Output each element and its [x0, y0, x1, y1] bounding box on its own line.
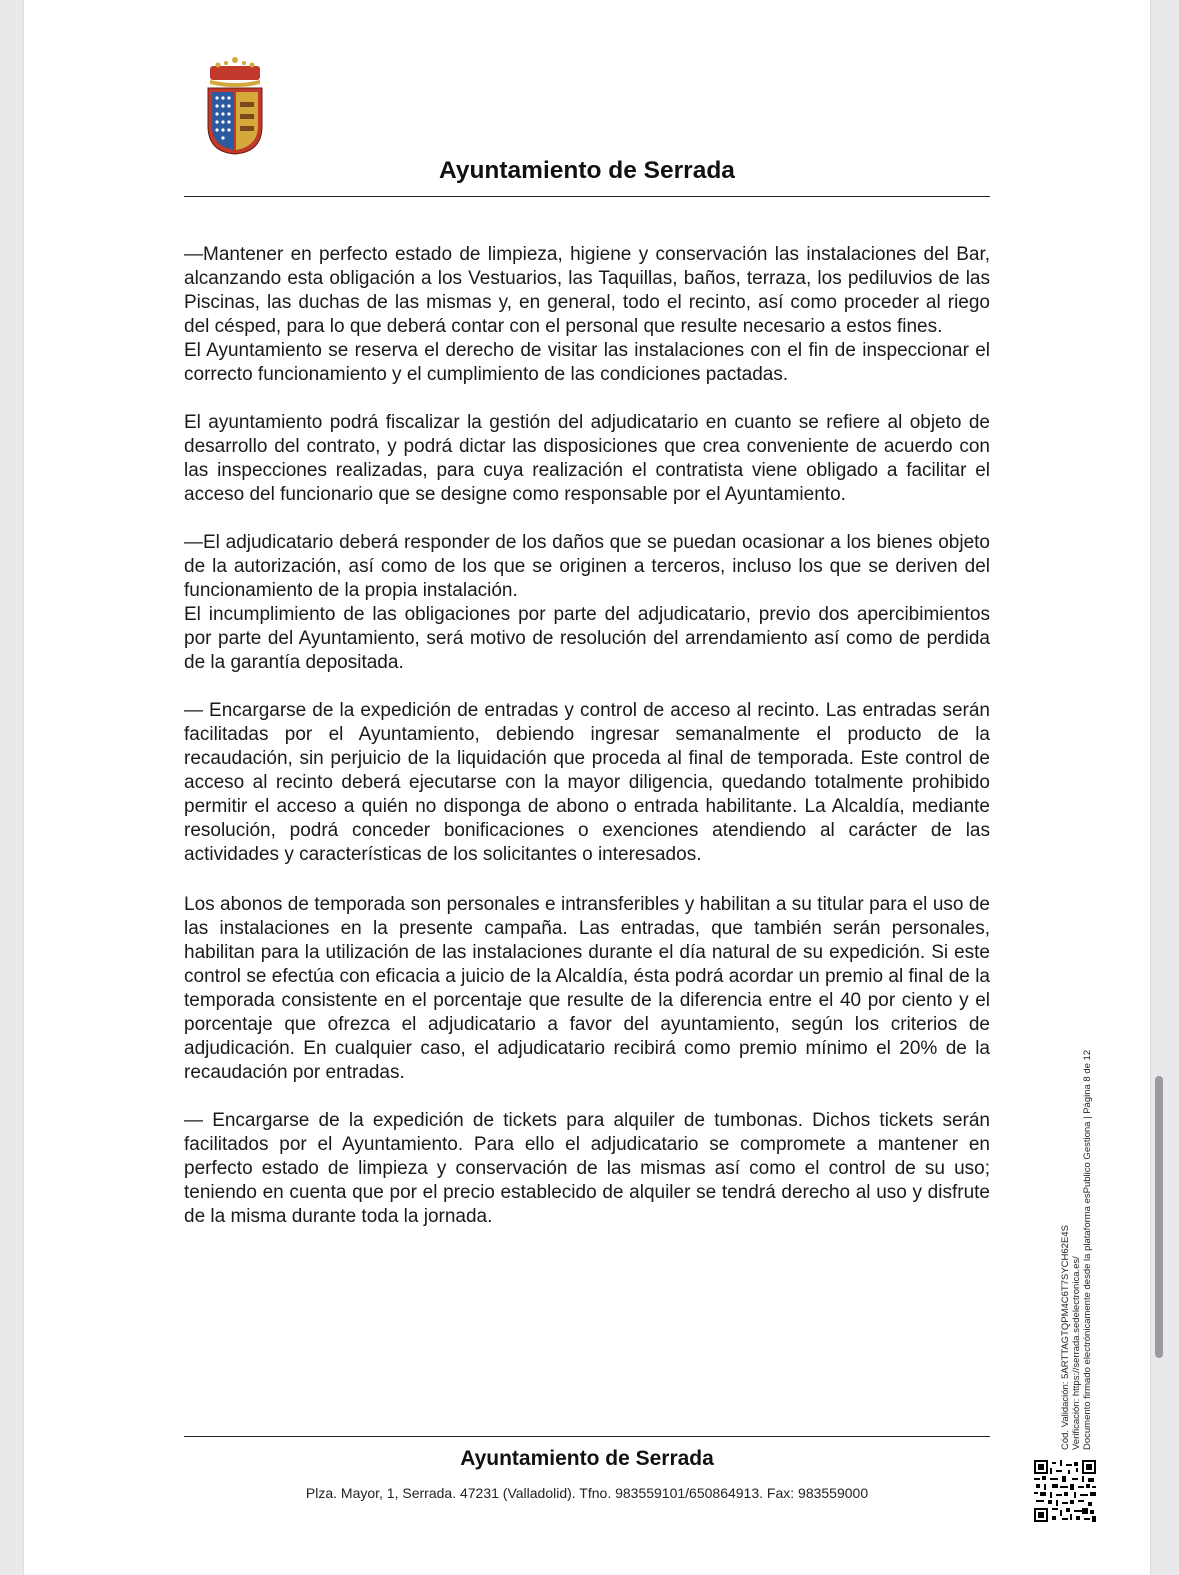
validation-side-text [1060, 970, 1093, 1450]
paragraph: El Ayuntamiento se reserva el derecho de visitar las instalaciones con el fin de inspeccionar el correcto funcionamiento y el cumplimiento de las condiciones pactadas. [184, 340, 990, 385]
footer-title: Ayuntamiento de Serrada [460, 1447, 714, 1470]
validation-code: Cód. Validación: 5ARTTAGTQPM4C6T7SYCH62E4S [1060, 1225, 1071, 1450]
paragraph: El incumplimiento de las obligaciones por parte del adjudicatario, previo dos apercibimientos por parte del Ayuntamiento, será motivo de resolución del arrendamiento así como de perdida de la garantía depositada. [184, 604, 990, 673]
footer-address: Plza. Mayor, 1, Serrada. 47231 (Valladolid). Tfno. 983559101/650864913. Fax: 983559000 [305, 1485, 869, 1501]
paragraph: Los abonos de temporada son personales e intransferibles y habilitan a su titular para el uso de las instalaciones en la presente campaña. Las entradas, que también serán personales, habilitan para la utilización de las instalaciones durante el día natural de su expedición. Si este control se efectúa con eficacia a juicio de la Alcaldía, ésta podrá acordar un premio al final de la temporada consistente en el porcentaje que resulte de la diferencia entre el 40 por ciento y el porcentaje que ofrezca el adjudicatario a favor del ayuntamiento, según los criterios de adjudicación. En cualquier caso, el adjudicatario recibirá como premio mínimo el 20% de la recaudación por entradas. [184, 894, 990, 1083]
header-title: Ayuntamiento de Serrada [439, 157, 735, 184]
verification-url: Verificación: https://serrada.sedelectronica.es/ [1071, 1256, 1082, 1450]
scrollbar-thumb[interactable] [1155, 1076, 1163, 1358]
qr-code-icon [1034, 1460, 1096, 1522]
signature-note: Documento firmado electrónicamente desde la plataforma esPublico Gestiona | Página 8 de 12 [1082, 1049, 1093, 1450]
coat-of-arms-logo [204, 56, 266, 156]
paragraph: —El adjudicatario deberá responder de los daños que se puedan ocasionar a los bienes objeto de la autorización, así como de los que se originen a terceros, incluso los que se deriven del funcionamiento de la propia instalación. [184, 532, 990, 601]
footer-divider [184, 1436, 990, 1437]
paragraph: — Encargarse de la expedición de entradas y control de acceso al recinto. Las entradas serán facilitadas por el Ayuntamiento, debiendo ingresar semanalmente el producto de la recaudación, sin perjuicio de la liquidación que proceda al final de temporada. Este control de acceso al recinto deberá ejecutarse con la mayor diligencia, quedando totalmente prohibido permitir el acceso a quién no disponga de abono o entrada habilitante. La Alcaldía, mediante resolución, podrá conceder bonificaciones o exenciones atendiendo al carácter de las actividades y características de los solicitantes o interesados. [184, 700, 990, 865]
paragraph: —Mantener en perfecto estado de limpieza, higiene y conservación las instalaciones del Bar, alcanzando esta obligación a los Vestuarios, las Taquillas, baños, terraza, los pediluvios de las Piscinas, las duchas de las mismas y, en general, todo el recinto, así como proceder al riego del césped, para lo que deberá contar con el personal que resulte necesario a estos fines. [184, 244, 990, 337]
paragraph: El ayuntamiento podrá fiscalizar la gestión del adjudicatario en cuanto se refiere al objeto de desarrollo del contrato, y podrá dictar las disposiciones que crea conveniente de acuerdo con las inspecciones realizadas, para cuya realización el contratista viene obligado a facilitar el acceso del funcionario que se designe como responsable por el Ayuntamiento. [184, 412, 990, 505]
paragraph: — Encargarse de la expedición de tickets para alquiler de tumbonas. Dichos tickets serán facilitados por el Ayuntamiento. Para ello el adjudicatario se compromete a mantener en perfecto estado de limpieza y conservación de las mismas así como el control de su uso; teniendo en cuenta que por el precio establecido de alquiler se tendrá derecho al uso y disfrute de la misma durante toda la jornada. [184, 1110, 990, 1227]
header-divider [184, 196, 990, 197]
document-body [184, 243, 990, 1253]
